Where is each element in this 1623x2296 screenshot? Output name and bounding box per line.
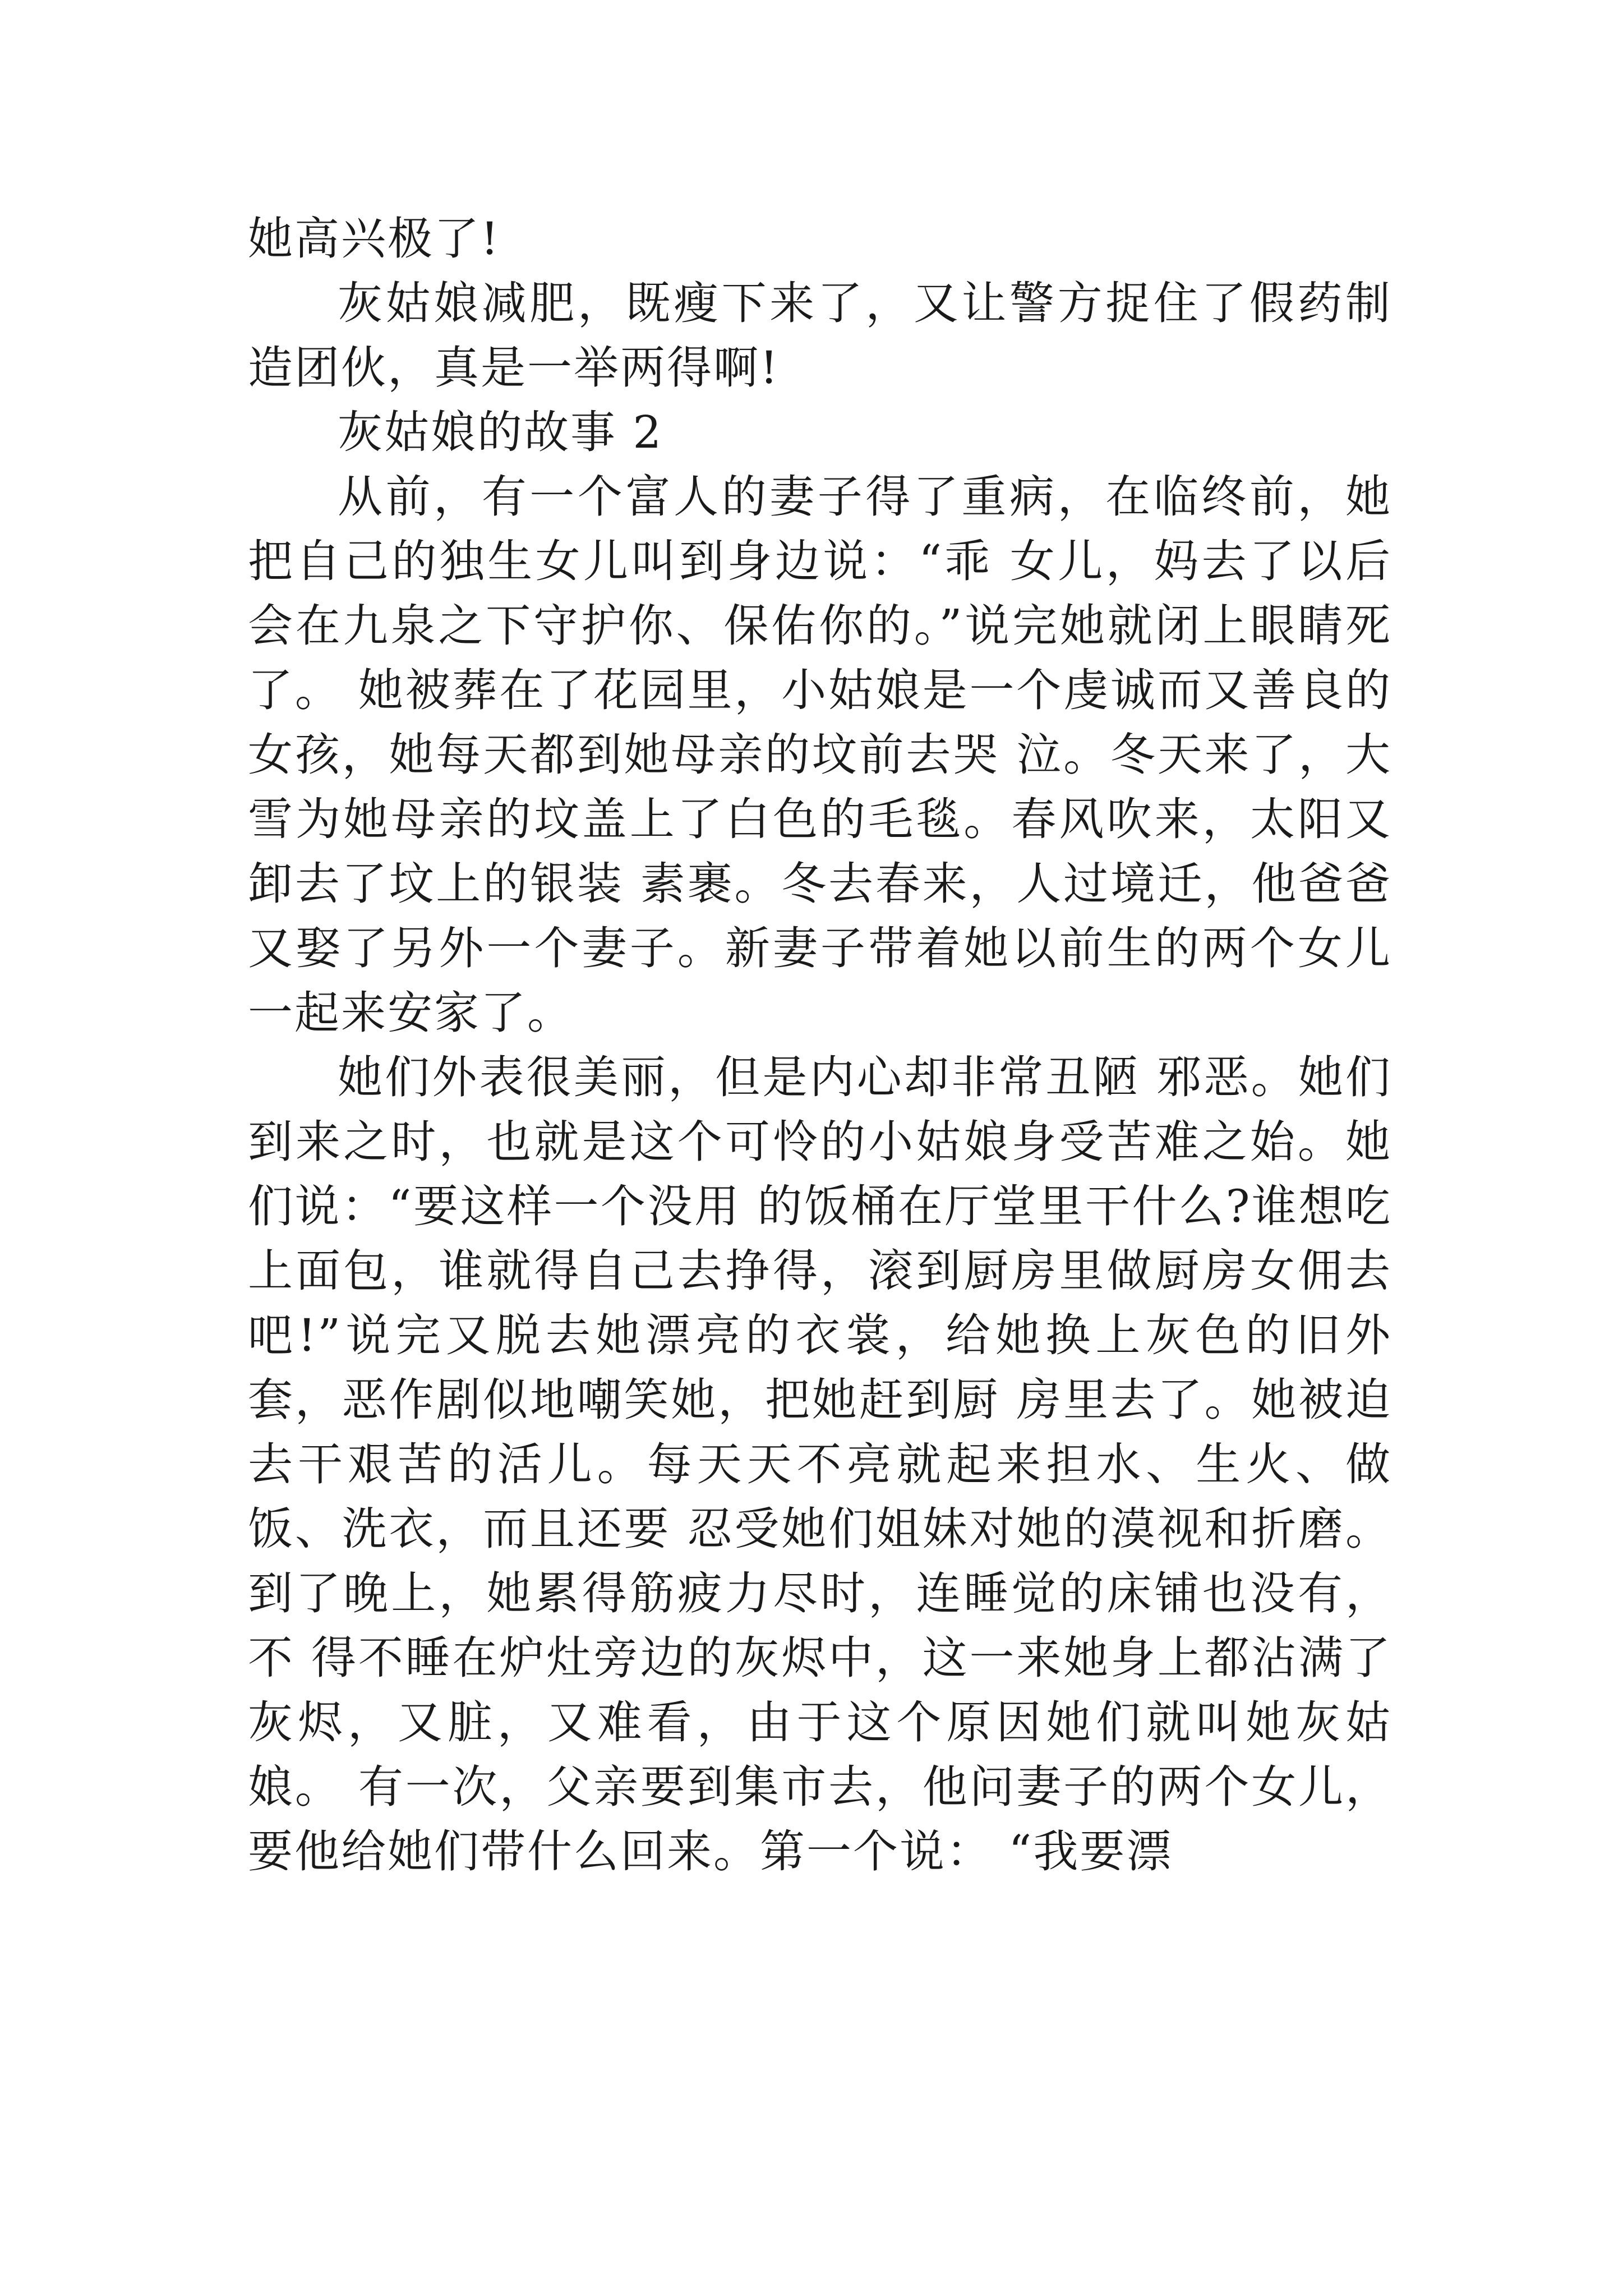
paragraph-3: 从前，有一个富人的妻子得了重病，在临终前，她把自己的独生女儿叫到身边说：“乖 女儿，妈去了以后会在九泉之下守护你、保佑你的。”说完她就闭上眼睛死了。 她被葬在了花园里，小姑娘是一个虔诚而又善良的女孩，她每天都到她母亲的坟前去哭 泣。冬天来了，大雪为她母亲的坟盖上了白色的毛毯。春风吹来，太阳又卸去了坟上的银装 素裹。冬去春来，人过境迁，他爸爸又娶了另外一个妻子。新妻子带着她以前生的两个女儿一起来安家了。 [248,471,1392,1039]
body-text [248,206,1392,1884]
paragraph-1: 她高兴极了! [248,213,501,265]
paragraph-4: 她们外表很美丽，但是内心却非常丑陋 邪恶。她们到来之时，也就是这个可怜的小姑娘身受苦难之始。她们说：“要这样一个没用 的饭桶在厅堂里干什么?谁想吃上面包，谁就得自己去挣得，滚到厨房里做厨房女佣去 吧!”说完又脱去她漂亮的衣裳，给她换上灰色的旧外套，恶作剧似地嘲笑她，把她赶到厨 房里去了。她被迫去干艰苦的活儿。每天天不亮就起来担水、生火、做饭、洗衣，而且还要 忍受她们姐妹对她的漠视和折磨。到了晚上，她累得筋疲力尽时，连睡觉的床铺也没有，不 得不睡在炉灶旁边的灰烬中，这一来她身上都沾满了灰烬，又脏，又难看，由于这个原因她们就叫她灰姑娘。 有一次，父亲要到集市去，他问妻子的两个女儿，要他给她们带什么回来。第一个说： “我要漂 [248,1051,1392,1878]
section-heading: 灰姑娘的故事 2 [338,406,663,458]
paragraph-2: 灰姑娘减肥，既瘦下来了，又让警方捉住了假药制造团伙，真是一举两得啊! [248,277,1392,394]
